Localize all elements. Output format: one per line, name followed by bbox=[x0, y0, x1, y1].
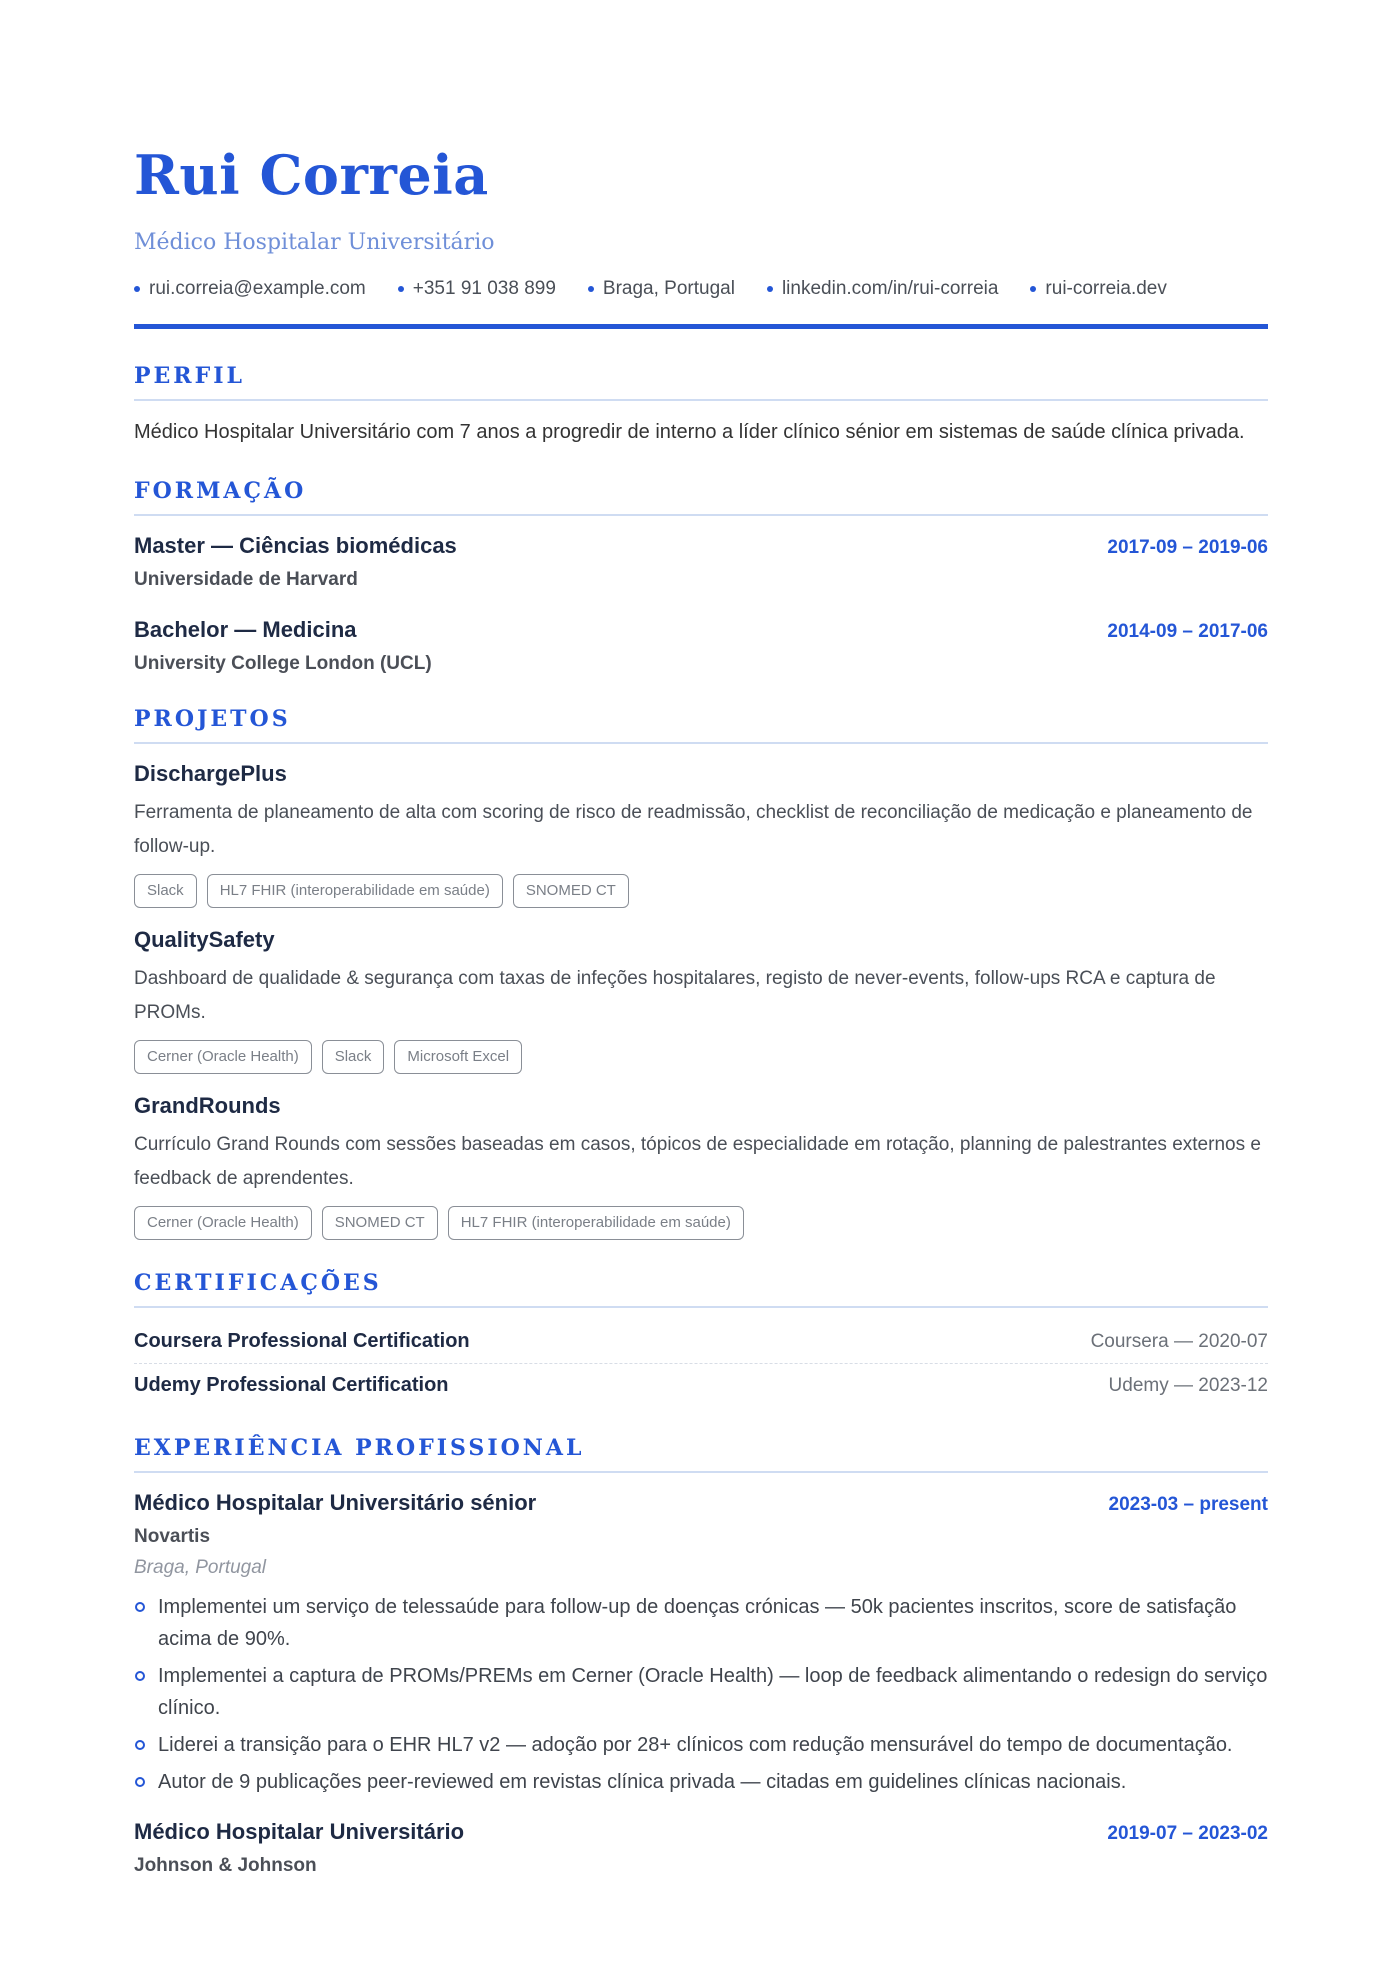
job-role: Médico Hospitalar Universitário bbox=[134, 1819, 465, 1844]
profile-section bbox=[134, 361, 1268, 450]
certification-list bbox=[134, 1322, 1268, 1405]
achievement-item: Implementei um serviço de telessaúde para follow-up de doenças crónicas — 50k pacientes inscritos, score de satisfação acima de 90%. bbox=[134, 1591, 1268, 1655]
skill-tag: Microsoft Excel bbox=[394, 1040, 522, 1074]
section-title: FORMAÇÃO bbox=[134, 476, 1268, 516]
degree-title: Bachelor — Medicina bbox=[134, 617, 357, 642]
skill-tag: Slack bbox=[134, 874, 197, 908]
project-description: Dashboard de qualidade & segurança com taxas de infeções hospitalares, registo de never-events, follow-ups RCA e captura de PROMs. bbox=[134, 968, 1216, 1023]
skill-tag: HL7 FHIR (interoperabilidade em saúde) bbox=[207, 874, 503, 908]
contact-location: Braga, Portugal bbox=[588, 274, 735, 304]
project-description: Currículo Grand Rounds com sessões baseadas em casos, tópicos de especialidade em rotação, planning de palestrantes externos e feedback de aprendentes. bbox=[134, 1134, 1261, 1189]
certification-meta: Udemy — 2023-12 bbox=[1108, 1375, 1268, 1396]
project-item bbox=[134, 924, 1268, 1074]
project-name: GrandRounds bbox=[134, 1093, 281, 1118]
skill-tag: SNOMED CT bbox=[322, 1206, 438, 1240]
profile-summary: Médico Hospitalar Universitário com 7 anos a progredir de interno a líder clínico sénior em sistemas de saúde clínica privada. bbox=[134, 421, 1245, 443]
candidate-name: Rui Correia bbox=[134, 143, 489, 207]
section-title: PROJETOS bbox=[134, 704, 1268, 744]
job-dates: 2023-03 – present bbox=[1108, 1494, 1268, 1515]
education-dates: 2017-09 – 2019-06 bbox=[1107, 537, 1268, 558]
education-section bbox=[134, 476, 1268, 680]
achievement-list bbox=[134, 1591, 1268, 1798]
achievement-item: Autor de 9 publicações peer-reviewed em revistas clínica privada — citadas em guidelines clínicas nacionais. bbox=[134, 1766, 1268, 1798]
header-divider bbox=[134, 324, 1268, 329]
certification-item bbox=[134, 1322, 1268, 1364]
bullet-dot-icon bbox=[1030, 286, 1036, 292]
job-dates: 2019-07 – 2023-02 bbox=[1107, 1823, 1268, 1844]
school-name: University College London (UCL) bbox=[134, 653, 432, 674]
bullet-dot-icon bbox=[767, 286, 773, 292]
contact-list bbox=[134, 274, 1268, 304]
certification-meta: Coursera — 2020-07 bbox=[1090, 1331, 1268, 1352]
achievement-item: Liderei a transição para o EHR HL7 v2 — adoção por 28+ clínicos com redução mensurável do tempo de documentação. bbox=[134, 1729, 1268, 1761]
certification-name: Coursera Professional Certification bbox=[134, 1330, 470, 1352]
contact-linkedin[interactable]: linkedin.com/in/rui-correia bbox=[767, 274, 998, 304]
candidate-headline: Médico Hospitalar Universitário bbox=[134, 230, 495, 255]
certification-item bbox=[134, 1364, 1268, 1405]
project-item bbox=[134, 1090, 1268, 1240]
certifications-section bbox=[134, 1268, 1268, 1405]
job-location: Braga, Portugal bbox=[134, 1557, 267, 1578]
contact-website[interactable]: rui-correia.dev bbox=[1030, 274, 1166, 304]
experience-section bbox=[134, 1433, 1268, 1882]
skill-tag: SNOMED CT bbox=[513, 874, 629, 908]
education-dates: 2014-09 – 2017-06 bbox=[1107, 621, 1268, 642]
job-role: Médico Hospitalar Universitário sénior bbox=[134, 1490, 537, 1515]
job-item bbox=[134, 1487, 1268, 1798]
skill-tag: Cerner (Oracle Health) bbox=[134, 1040, 312, 1074]
job-company: Johnson & Johnson bbox=[134, 1855, 317, 1876]
degree-title: Master — Ciências biomédicas bbox=[134, 533, 457, 558]
section-title: CERTIFICAÇÕES bbox=[134, 1268, 1268, 1308]
tag-list bbox=[134, 1206, 1268, 1240]
job-company: Novartis bbox=[134, 1526, 211, 1547]
education-item bbox=[134, 614, 1268, 680]
contact-email[interactable]: rui.correia@example.com bbox=[134, 274, 366, 304]
school-name: Universidade de Harvard bbox=[134, 569, 358, 590]
contact-phone[interactable]: +351 91 038 899 bbox=[398, 274, 556, 304]
achievement-item: Implementei a captura de PROMs/PREMs em Cerner (Oracle Health) — loop de feedback alimentando o redesign do serviço clínico. bbox=[134, 1660, 1268, 1724]
tag-list bbox=[134, 874, 1268, 908]
section-title: EXPERIÊNCIA PROFISSIONAL bbox=[134, 1433, 1268, 1473]
projects-section bbox=[134, 704, 1268, 1240]
skill-tag: HL7 FHIR (interoperabilidade em saúde) bbox=[448, 1206, 744, 1240]
bullet-dot-icon bbox=[398, 286, 404, 292]
tag-list bbox=[134, 1040, 1268, 1074]
skill-tag: Cerner (Oracle Health) bbox=[134, 1206, 312, 1240]
certification-name: Udemy Professional Certification bbox=[134, 1374, 449, 1396]
section-title: PERFIL bbox=[134, 361, 1268, 401]
project-name: DischargePlus bbox=[134, 761, 287, 786]
education-item bbox=[134, 530, 1268, 596]
skill-tag: Slack bbox=[322, 1040, 385, 1074]
bullet-dot-icon bbox=[588, 286, 594, 292]
project-description: Ferramenta de planeamento de alta com scoring de risco de readmissão, checklist de reconciliação de medicação e planeamento de follow-up. bbox=[134, 802, 1253, 857]
project-name: QualitySafety bbox=[134, 927, 275, 952]
bullet-dot-icon bbox=[134, 286, 140, 292]
job-item bbox=[134, 1816, 1268, 1882]
project-item bbox=[134, 758, 1268, 908]
